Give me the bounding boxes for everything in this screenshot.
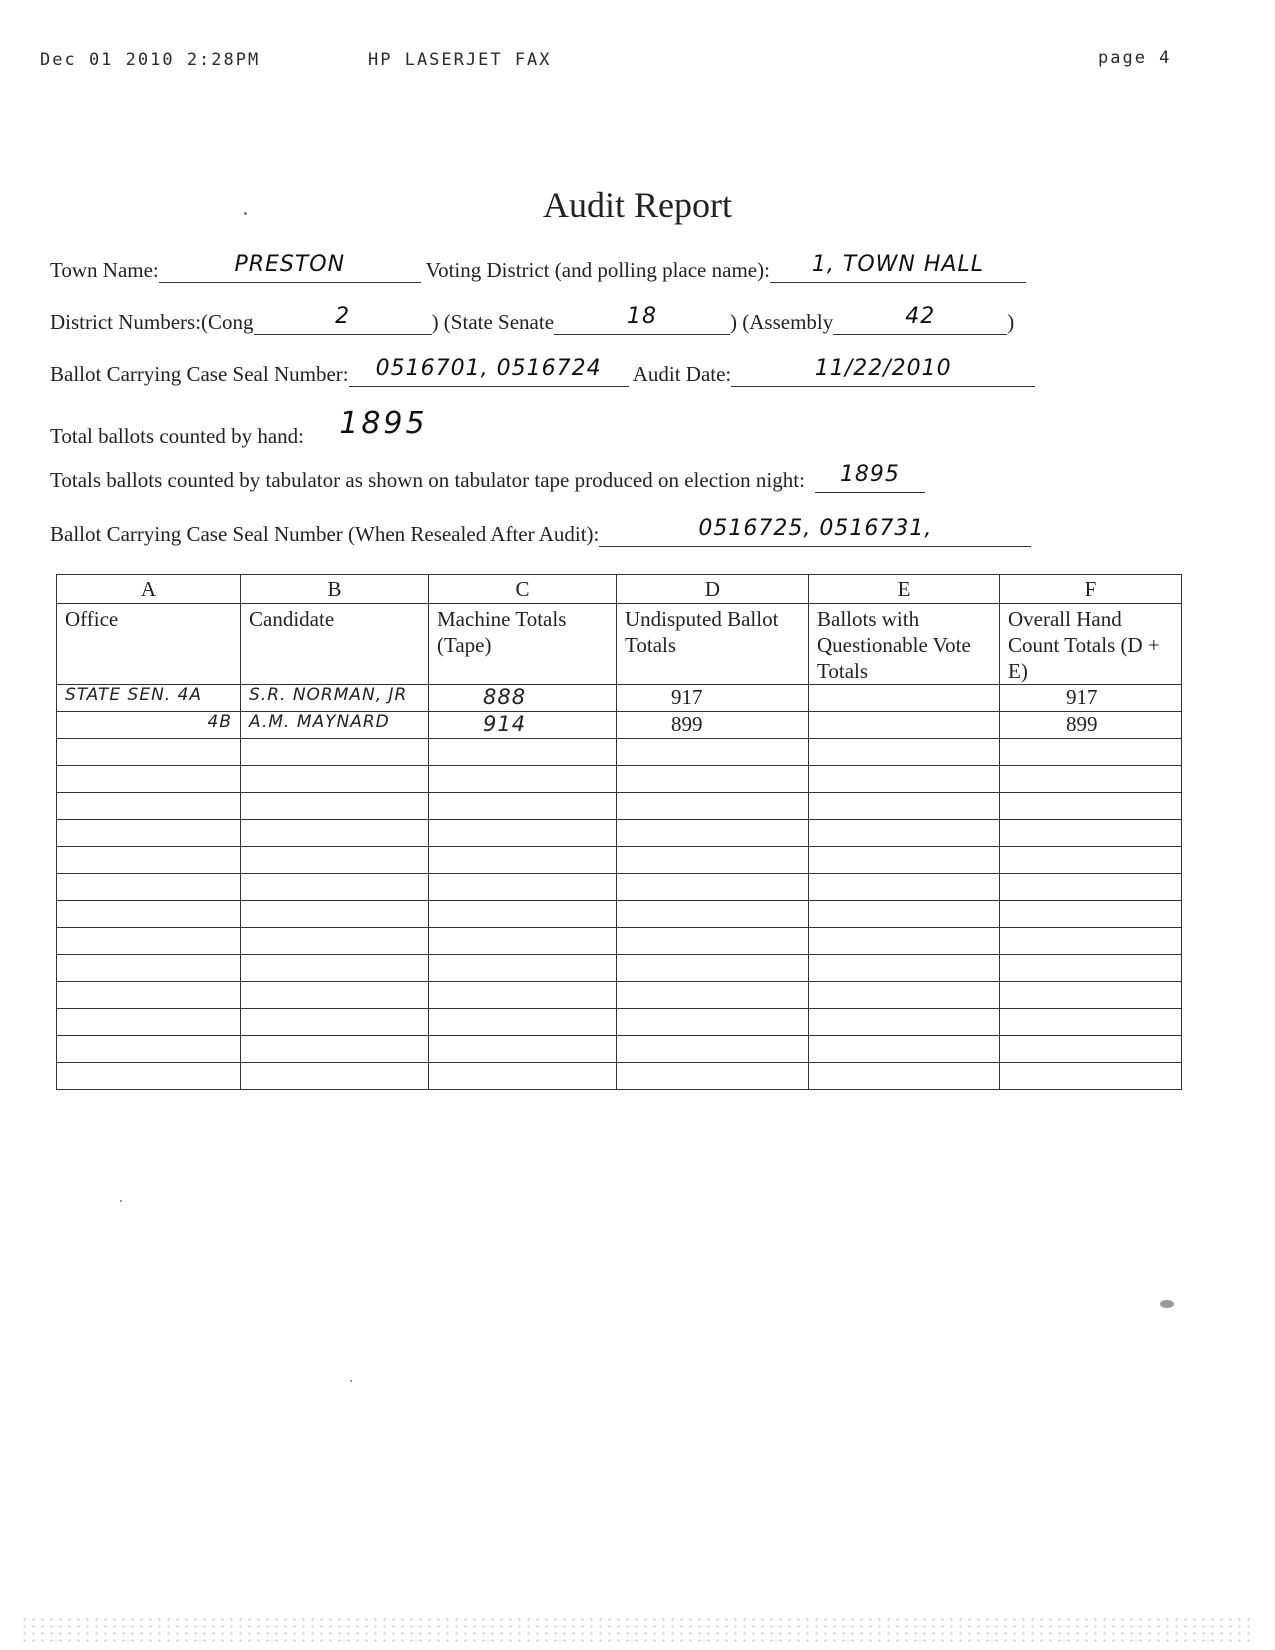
page-title: Audit Report — [543, 185, 732, 225]
district-numbers-line — [50, 304, 1015, 335]
scan-speck — [120, 1200, 122, 1202]
hand-count-line — [50, 406, 428, 451]
tabulator-line — [50, 462, 925, 493]
empty-row — [57, 793, 1182, 820]
assembly-close: ) — [1007, 310, 1015, 334]
candidate-cell: A.M. MAYNARD — [241, 712, 429, 739]
header-office: Office — [57, 604, 241, 685]
state-senate-value: 18 — [627, 304, 658, 329]
town-name-value: PRESTON — [234, 252, 346, 277]
empty-row — [57, 847, 1182, 874]
assembly-value: 42 — [905, 304, 936, 329]
reseal-value: 0516725, 0516731, — [698, 516, 933, 541]
col-letter-b: B — [241, 575, 429, 604]
state-senate-field — [554, 304, 730, 335]
overall-cell: 899 — [1000, 712, 1182, 739]
questionable-cell — [809, 712, 1000, 739]
table-row — [57, 685, 1182, 712]
empty-row — [57, 928, 1182, 955]
empty-row — [57, 874, 1182, 901]
column-header-row — [57, 604, 1182, 685]
empty-row — [57, 901, 1182, 928]
empty-row — [57, 739, 1182, 766]
questionable-cell — [809, 685, 1000, 712]
seal-field — [349, 356, 629, 387]
town-district-line — [50, 252, 1026, 283]
voting-district-label: Voting District (and polling place name): — [425, 258, 770, 282]
empty-row — [57, 820, 1182, 847]
tabulator-value: 1895 — [839, 462, 900, 487]
seal-value: 0516701, 0516724 — [375, 356, 602, 381]
empty-row — [57, 766, 1182, 793]
tabulator-field — [815, 462, 925, 493]
machine-total-cell: 914 — [429, 712, 617, 739]
empty-row — [57, 955, 1182, 982]
undisputed-cell: 917 — [617, 685, 809, 712]
hand-count-label: Total ballots counted by hand: — [50, 424, 304, 448]
table-body — [57, 685, 1182, 1090]
undisputed-cell: 899 — [617, 712, 809, 739]
assembly-label: ) (Assembly — [730, 310, 834, 334]
scan-speck — [350, 1380, 352, 1382]
scan-speck — [1160, 1300, 1174, 1308]
table-row — [57, 712, 1182, 739]
col-letter-a: A — [57, 575, 241, 604]
hand-count-value: 1895 — [339, 406, 428, 441]
candidate-cell: S.R. NORMAN, JR — [241, 685, 429, 712]
empty-row — [57, 1063, 1182, 1090]
state-senate-label: ) (State Senate — [431, 310, 555, 334]
reseal-label: Ballot Carrying Case Seal Number (When Resealed After Audit): — [50, 522, 600, 546]
col-letter-e: E — [809, 575, 1000, 604]
header-questionable: Ballots with Questionable Vote Totals — [809, 604, 1000, 685]
scan-noise-strip — [20, 1616, 1255, 1642]
seal-date-line — [50, 356, 1035, 387]
audit-date-label: Audit Date: — [632, 362, 732, 386]
header-overall: Overall Hand Count Totals (D + E) — [1000, 604, 1182, 685]
cong-field — [254, 304, 432, 335]
voting-district-value: 1, TOWN HALL — [811, 252, 984, 277]
empty-row — [57, 982, 1182, 1009]
town-name-label: Town Name: — [50, 258, 159, 282]
voting-district-field — [770, 252, 1026, 283]
fax-device: HP LASERJET FAX — [368, 50, 552, 70]
column-letters-row — [57, 575, 1182, 604]
cong-value: 2 — [335, 304, 351, 329]
header-candidate: Candidate — [241, 604, 429, 685]
overall-cell: 917 — [1000, 685, 1182, 712]
empty-row — [57, 1009, 1182, 1036]
seal-label: Ballot Carrying Case Seal Number: — [50, 362, 349, 386]
tabulator-label: Totals ballots counted by tabulator as shown on tabulator tape produced on election night: — [50, 468, 805, 492]
col-letter-f: F — [1000, 575, 1182, 604]
fax-timestamp: Dec 01 2010 2:28PM — [40, 50, 261, 70]
audit-table — [56, 574, 1182, 1090]
reseal-line — [50, 516, 1031, 547]
col-letter-d: D — [617, 575, 809, 604]
header-machine-totals: Machine Totals (Tape) — [429, 604, 617, 685]
audit-date-value: 11/22/2010 — [814, 356, 952, 381]
town-name-field — [159, 252, 421, 283]
district-numbers-label: District Numbers:(Cong — [50, 310, 254, 334]
empty-row — [57, 1036, 1182, 1063]
office-cell: 4B — [57, 712, 241, 739]
audit-date-field — [731, 356, 1035, 387]
col-letter-c: C — [429, 575, 617, 604]
reseal-field — [599, 516, 1031, 547]
fax-page-number: page 4 — [1098, 48, 1172, 68]
scan-speck — [244, 212, 247, 215]
header-undisputed: Undisputed Ballot Totals — [617, 604, 809, 685]
machine-total-cell: 888 — [429, 685, 617, 712]
assembly-field — [833, 304, 1007, 335]
office-cell: STATE SEN. 4A — [57, 685, 241, 712]
